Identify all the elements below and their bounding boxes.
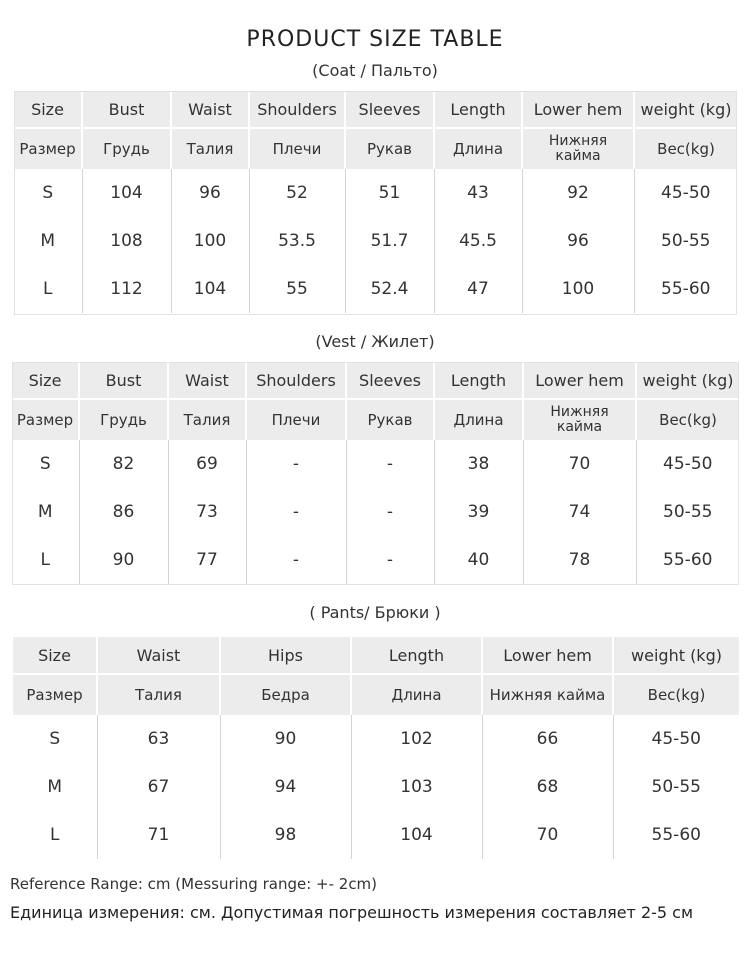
table-cell: 68 xyxy=(482,763,613,811)
vest-header-lower-hem: Lower hem xyxy=(523,362,636,399)
table-row xyxy=(12,536,739,584)
coat-header-ru-row xyxy=(14,128,737,169)
table-cell: 67 xyxy=(97,763,220,811)
table-cell: 39 xyxy=(434,488,523,536)
vest-header-ru-waist: Талия xyxy=(168,399,246,440)
table-cell: 77 xyxy=(168,536,246,584)
table-cell: 45.5 xyxy=(434,217,522,265)
table-cell: - xyxy=(246,488,346,536)
table-cell: 50-55 xyxy=(651,777,701,797)
table-cell: 112 xyxy=(82,265,171,313)
table-cell: 55-60 xyxy=(651,825,701,845)
table-cell: 90 xyxy=(79,536,168,584)
table-cell: 74 xyxy=(523,488,636,536)
table-row xyxy=(14,169,737,217)
vest-header-shoulders: Shoulders xyxy=(246,362,346,399)
vest-header-ru-sleeves: Рукав xyxy=(346,399,434,440)
table-row xyxy=(12,440,739,488)
table-cell: 55-60 xyxy=(661,279,711,299)
vest-header-length: Length xyxy=(434,362,523,399)
coat-header-bust: Bust xyxy=(82,91,171,128)
vest-header-en-row xyxy=(12,362,739,399)
coat-header-length: Length xyxy=(434,91,522,128)
vest-caption: (Vest / Жилет) xyxy=(315,332,435,351)
coat-header-ru-waist: Талия xyxy=(171,128,249,169)
table-cell: 90 xyxy=(220,715,351,763)
coat-size-table xyxy=(14,91,737,313)
table-cell: 40 xyxy=(434,536,523,584)
pants-header-weight: weight (kg) xyxy=(613,637,739,674)
table-cell: 73 xyxy=(168,488,246,536)
table-cell: 103 xyxy=(351,763,482,811)
table-row xyxy=(12,488,739,536)
vest-header-weight: weight (kg) xyxy=(636,362,739,399)
coat-header-ru-shoulders: Плечи xyxy=(249,128,345,169)
table-cell: 70 xyxy=(482,811,613,859)
vest-header-ru-bust: Грудь xyxy=(79,399,168,440)
table-cell: 104 xyxy=(82,169,171,217)
table-cell: - xyxy=(346,488,434,536)
table-cell: 51 xyxy=(345,169,434,217)
table-cell: 55-60 xyxy=(663,550,713,570)
coat-header-sleeves: Sleeves xyxy=(345,91,434,128)
pants-header-hips: Hips xyxy=(220,637,351,674)
vest-header-ru-weight: Вес(kg) xyxy=(636,399,739,440)
coat-caption: (Coat / Пальто) xyxy=(312,61,438,80)
table-cell: - xyxy=(246,440,346,488)
vest-header-bust: Bust xyxy=(79,362,168,399)
table-cell: 104 xyxy=(171,265,249,313)
table-cell: 43 xyxy=(434,169,522,217)
table-cell: - xyxy=(346,536,434,584)
table-cell: 38 xyxy=(434,440,523,488)
table-row xyxy=(14,217,737,265)
vest-size-table xyxy=(12,362,739,584)
coat-header-ru-weight: Вес(kg) xyxy=(634,128,737,169)
coat-header-size: Size xyxy=(14,91,82,128)
coat-header-ru-sleeves: Рукав xyxy=(345,128,434,169)
vest-header-ru-shoulders: Плечи xyxy=(246,399,346,440)
table-cell: 52.4 xyxy=(345,265,434,313)
table-cell: M xyxy=(12,488,79,536)
table-cell: L xyxy=(14,265,82,313)
coat-header-shoulders: Shoulders xyxy=(249,91,345,128)
coat-header-ru-size: Размер xyxy=(14,128,82,169)
pants-header-en-row xyxy=(13,637,739,674)
pants-header-ru-size: Размер xyxy=(13,674,97,715)
table-cell: - xyxy=(346,440,434,488)
coat-header-ru-lower-hem xyxy=(522,128,634,169)
table-cell: 78 xyxy=(523,536,636,584)
coat-header-weight: weight (kg) xyxy=(634,91,737,128)
coat-header-lower-hem: Lower hem xyxy=(522,91,634,128)
table-cell: 70 xyxy=(523,440,636,488)
table-cell: 66 xyxy=(482,715,613,763)
table-cell: S xyxy=(13,715,97,763)
coat-header-en-row xyxy=(14,91,737,128)
table-cell: 86 xyxy=(79,488,168,536)
table-cell: 47 xyxy=(434,265,522,313)
pants-header-waist: Waist xyxy=(97,637,220,674)
table-row xyxy=(13,811,739,859)
table-cell: 45-50 xyxy=(651,729,701,749)
table-cell: 96 xyxy=(171,169,249,217)
coat-header-ru-length: Длина xyxy=(434,128,522,169)
table-cell: 45-50 xyxy=(663,454,713,474)
table-cell: 92 xyxy=(522,169,634,217)
table-cell: 102 xyxy=(351,715,482,763)
table-cell: 52 xyxy=(249,169,345,217)
vest-header-ru-row xyxy=(12,399,739,440)
table-cell: 96 xyxy=(522,217,634,265)
table-cell: 104 xyxy=(351,811,482,859)
vest-header-waist: Waist xyxy=(168,362,246,399)
pants-header-ru-weight: Вес(kg) xyxy=(613,674,739,715)
table-cell: - xyxy=(246,536,346,584)
table-cell: 108 xyxy=(82,217,171,265)
table-cell: 51.7 xyxy=(345,217,434,265)
table-cell: L xyxy=(13,811,97,859)
table-cell: 82 xyxy=(79,440,168,488)
table-cell: S xyxy=(14,169,82,217)
pants-header-ru-row xyxy=(13,674,739,715)
vest-header-ru-length: Длина xyxy=(434,399,523,440)
page-title: PRODUCT SIZE TABLE xyxy=(246,27,504,52)
reference-range-note: Reference Range: cm (Messuring range: +- 2cm) xyxy=(10,875,378,893)
table-cell: 69 xyxy=(168,440,246,488)
table-cell: 71 xyxy=(97,811,220,859)
vest-header-ru-lower-hem xyxy=(523,399,636,440)
table-cell: 50-55 xyxy=(663,502,713,522)
table-row xyxy=(14,265,737,313)
pants-caption: ( Pants/ Брюки ) xyxy=(309,603,441,622)
vest-header-sleeves: Sleeves xyxy=(346,362,434,399)
table-cell: M xyxy=(13,763,97,811)
table-cell: 100 xyxy=(171,217,249,265)
pants-header-size: Size xyxy=(13,637,97,674)
table-cell: 50-55 xyxy=(661,231,711,251)
table-cell: L xyxy=(12,536,79,584)
coat-header-ru-lower-hem-text: Нижняя кайма xyxy=(548,133,608,164)
coat-header-ru-bust: Грудь xyxy=(82,128,171,169)
pants-header-ru-length: Длина xyxy=(351,674,482,715)
table-cell: 100 xyxy=(522,265,634,313)
table-row xyxy=(13,763,739,811)
vest-header-size: Size xyxy=(12,362,79,399)
table-cell: 63 xyxy=(97,715,220,763)
table-cell: S xyxy=(12,440,79,488)
pants-header-lower-hem: Lower hem xyxy=(482,637,613,674)
coat-header-waist: Waist xyxy=(171,91,249,128)
vest-header-ru-lower-hem-text: Нижняя кайма xyxy=(550,404,609,435)
pants-header-length: Length xyxy=(351,637,482,674)
pants-header-ru-lower-hem: Нижняя кайма xyxy=(482,674,613,715)
pants-size-table xyxy=(13,637,739,859)
table-row xyxy=(13,715,739,763)
table-cell: 45-50 xyxy=(661,183,711,203)
table-cell: 53.5 xyxy=(249,217,345,265)
pants-header-ru-hips: Бедра xyxy=(220,674,351,715)
measurement-error-note: Единица измерения: см. Допустимая погрешность измерения составляет 2-5 см xyxy=(10,903,694,922)
vest-header-ru-size: Размер xyxy=(12,399,79,440)
table-cell: 98 xyxy=(220,811,351,859)
table-cell: M xyxy=(14,217,82,265)
table-cell: 94 xyxy=(220,763,351,811)
pants-header-ru-waist: Талия xyxy=(97,674,220,715)
table-cell: 55 xyxy=(249,265,345,313)
